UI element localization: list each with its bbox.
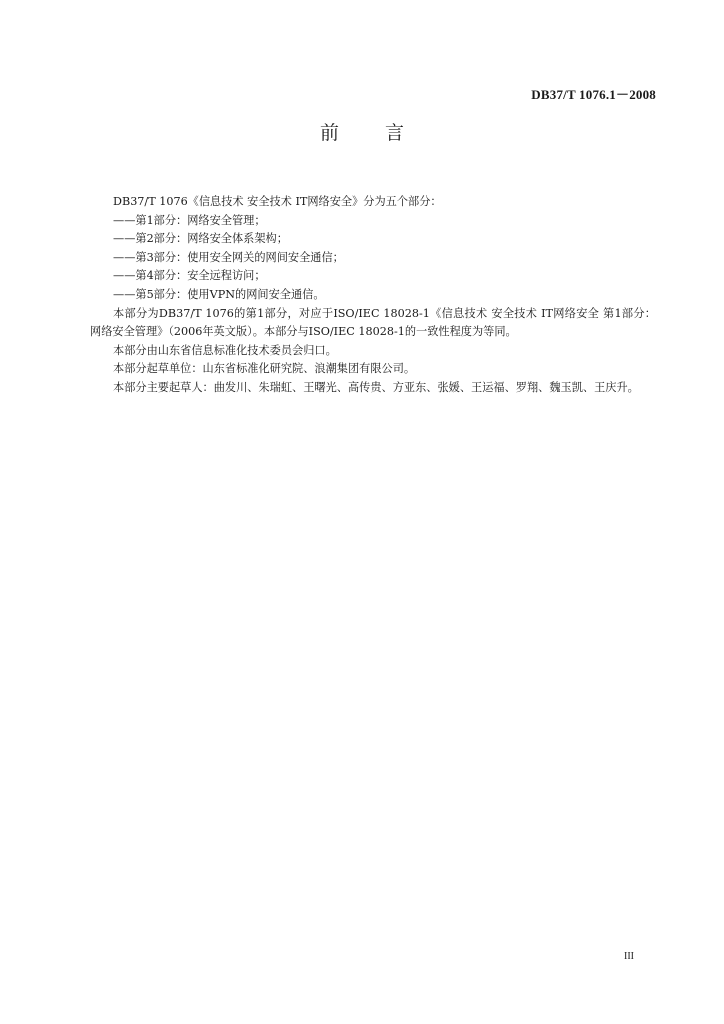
page-title xyxy=(0,118,724,145)
part-list-item: ——第2部分：网络安全体系架构； xyxy=(113,232,288,246)
drafters-paragraph: 本部分主要起草人：曲发川、朱瑞虹、王曙光、高传贵、方亚东、张媛、王运福、罗翔、魏玉凯、王庆升。 xyxy=(113,380,639,394)
page-number: III xyxy=(624,951,634,962)
drafting-units-paragraph: 本部分起草单位：山东省标准化研究院、浪潮集团有限公司。 xyxy=(113,362,416,376)
part-list-item: ——第3部分：使用安全网关的网间安全通信； xyxy=(113,250,344,264)
standard-code: DB37/T 1076.1－2008 xyxy=(531,87,656,102)
responsible-body-paragraph: 本部分由山东省信息标准化技术委员会归口。 xyxy=(113,343,337,357)
title-char-2: 言 xyxy=(385,122,405,144)
part-list-item: ——第5部分：使用VPN的网间安全通信。 xyxy=(113,287,325,301)
part-list-item: ——第4部分：安全远程访问； xyxy=(113,269,266,283)
foreword-body xyxy=(90,193,656,398)
intro-paragraph: DB37/T 1076《信息技术 安全技术 IT网络安全》分为五个部分： xyxy=(113,195,442,208)
title-char-1: 前 xyxy=(319,122,339,144)
part-list-item: ——第1部分：网络安全管理； xyxy=(113,213,266,227)
correspondence-paragraph: 本部分为DB37/T 1076的第1部分，对应于ISO/IEC 18028-1《信息技术 安全技术 IT网络安全 第1部分：网络安全管理》（2006年英文版）。本部分与ISO/IEC 18028-1的一致性程度为等同。 xyxy=(90,306,656,339)
